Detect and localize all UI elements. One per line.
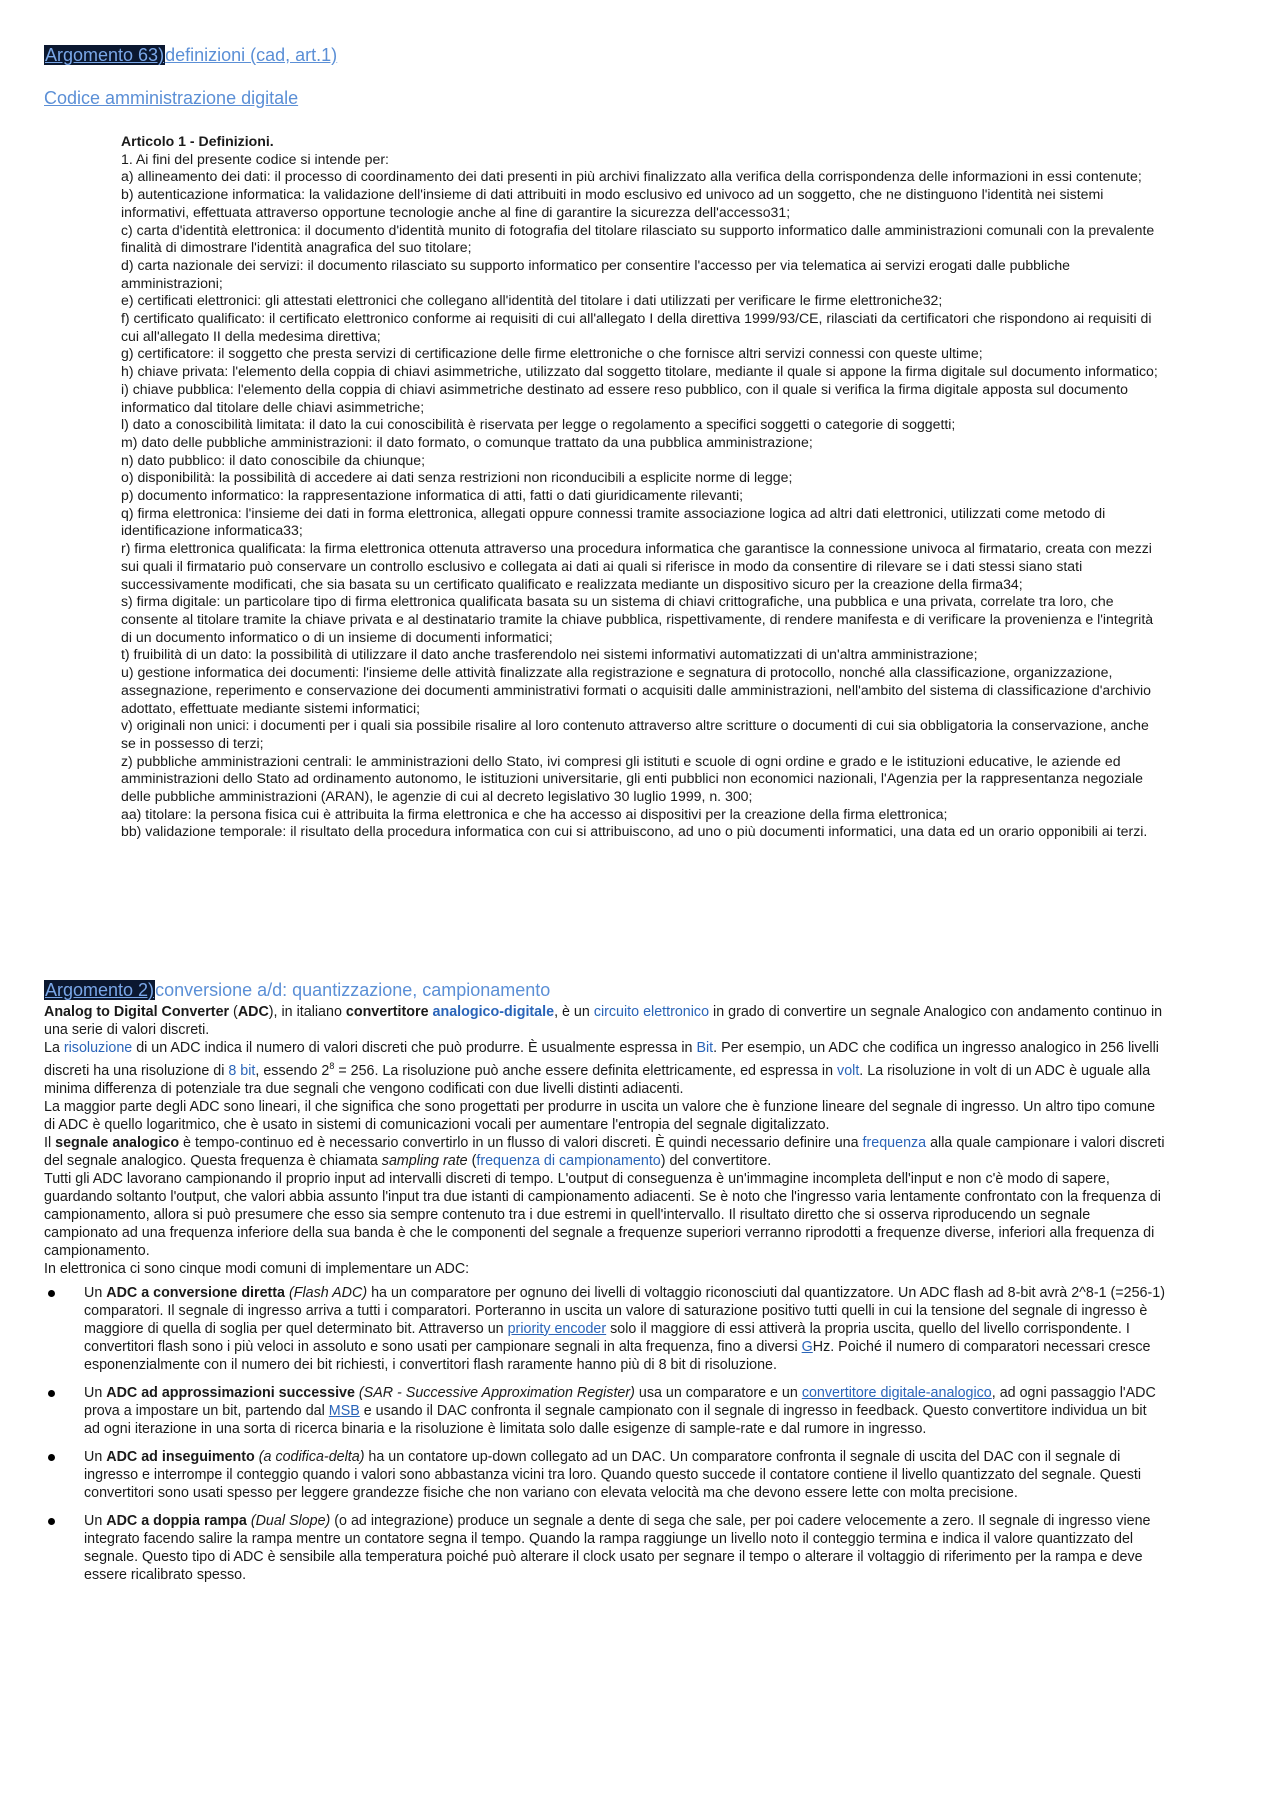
text: in grado di convertire un segnale Analogico con andamento continuo in una serie di valori discreti.: [44, 1004, 1163, 1038]
link-frequenza-campionamento[interactable]: frequenza di campionamento: [476, 1152, 661, 1169]
adc-paragraph-2: [44, 1039, 1166, 1098]
article-item: t) fruibilità di un dato: la possibilità di utilizzare il dato anche trasferendolo nei sistemi informativi automatizzati di un'altra amministrazione;: [121, 646, 978, 663]
text: Un: [84, 1284, 107, 1301]
article-item: m) dato delle pubbliche amministrazioni: il dato formato, o comunque trattato da una pubblica amministrazione;: [121, 433, 813, 450]
article-item: q) firma elettronica: l'insieme dei dati in forma elettronica, allegati oppure connessi tramite associazione logica ad altri dati elettronici, utilizzati come metodo di identificazione informatica33;: [121, 504, 1106, 539]
inline-link[interactable]: MSB: [328, 1402, 360, 1419]
text: , è un: [554, 1004, 594, 1020]
text: Un: [84, 1512, 107, 1529]
text: ha un comparatore per ognuno dei livelli di voltaggio riconosciuti dal quantizzatore. Un ADC flash ad 8-bit avrà 2^8-1 (=256-1) comparatori. Il segnale di ingresso arriva a tutti i comparatori. Porteranno in uscita un valore di saturazione positivo tutti quelli in cui la tensione del segnale di ingresso è maggiore di quella di soglia per quel determinato bit. Attraverso un: [84, 1284, 1165, 1337]
article-item: g) certificatore: il soggetto che presta servizi di certificazione delle firme elettroniche o che fornisce altri servizi connessi con queste ultime;: [121, 345, 983, 362]
adc-types-list: [44, 1284, 1166, 1584]
bullet-dot-icon: [48, 1454, 55, 1461]
article-item: i) chiave pubblica: l'elemento della coppia di chiavi asimmetriche destinato ad essere reso pubblico, con il quale si verifica la firma digitale apposta sul documento informatico dal titolare delle chiavi asimmetriche;: [121, 380, 1129, 415]
inline-link[interactable]: convertitore digitale-analogico: [801, 1384, 992, 1401]
link-frequenza[interactable]: frequenza: [862, 1134, 927, 1151]
article-item: u) gestione informatica dei documenti: l'insieme delle attività finalizzate alla registrazione e segnatura di protocollo, nonché alla classificazione, organizzazione, assegnazione, reperimento e conservazione dei documenti amministrativi formati o acquisiti dalle amministrazioni, nell'ambito del sistema di classificazione d'archivio adottato, effettuate mediante sistemi informatici;: [121, 664, 1151, 716]
article-item: d) carta nazionale dei servizi: il documento rilasciato su supporto informatico per consentire l'accesso per via telematica ai servizi erogati dalle pubbliche amministrazioni;: [121, 256, 1071, 291]
article-item: b) autenticazione informatica: la validazione dell'insieme di dati attribuiti in modo esclusivo ed univoco ad un soggetto, che ne distinguono l'identità nei sistemi informativi, effettuata attraverso opportune tecnologie anche al fine di garantire la sicurezza dell'accesso31;: [121, 186, 1104, 220]
article-item: l) dato a conoscibilità limitata: il dato la cui conoscibilità è riservata per legge o regolamento a specifici soggetti o categorie di soggetti;: [121, 416, 956, 433]
article-items: [121, 168, 1166, 841]
inline-link[interactable]: priority encoder: [507, 1320, 607, 1337]
text: , essendo 2: [255, 1062, 330, 1079]
text: = 256. La risoluzione può anche essere definita elettricamente, ed espressa in: [334, 1062, 838, 1079]
article-item: o) disponibilità: la possibilità di accedere ai dati senza restrizioni non riconducibili a esplicite norme di legge;: [121, 469, 793, 486]
term-italic: (SAR - Successive Approximation Register): [354, 1384, 635, 1401]
adc-paragraph-1: [44, 1003, 1166, 1039]
article-item: e) certificati elettronici: gli attestati elettronici che collegano all'identità del titolare i dati utilizzati per verificare le firme elettroniche32;: [121, 292, 943, 309]
adc-paragraph-5: Tutti gli ADC lavorano campionando il proprio input ad intervalli discreti di tempo. L'output di conseguenza è un'immagine incompleta dell'input e non c'è modo di sapere, guardando soltanto l'output, che valori abbia assunto l'input tra due istanti di campionamento adiacenti. Se è noto che l'ingresso varia lentamente confrontato con la frequenza di campionamento, allora si può presumere che esso sia sempre contenuto tra i due estremi in quell'intervallo. Il risultato diretto che si osserva riproducendo un segnale campionato ad una frequenza inferiore della sua banda è che le componenti del segnale a frequenze superiori verranno riprodotti a frequenze diverse, inferiori alla frequenza di campionamento.: [44, 1170, 1161, 1259]
section2-heading: [44, 979, 550, 1001]
article-1: [121, 133, 1166, 841]
text: . Per esempio, un ADC che codifica un ingresso analogico in 256 livelli discreti ha una risoluzione di: [44, 1040, 1159, 1079]
adc-dual-slope-item: [44, 1512, 1166, 1584]
section1-tag: Argomento 63): [45, 45, 165, 65]
adc-paragraph-6: In elettronica ci sono cinque modi comuni di implementare un ADC:: [44, 1260, 470, 1277]
article-item: f) certificato qualificato: il certificato elettronico conforme ai requisiti di cui all'allegato I della direttiva 1999/93/CE, rilasciati da certificatori che rispondono ai requisiti di cui all'allegato II della medesima direttiva;: [121, 310, 1152, 344]
bullet-dot-icon: [48, 1390, 55, 1397]
term: ADC a conversione diretta: [106, 1284, 286, 1301]
link-8-bit[interactable]: 8 bit: [228, 1062, 256, 1079]
adc-sar-item: [44, 1384, 1166, 1438]
term: ADC ad inseguimento: [106, 1448, 255, 1465]
link-volt[interactable]: volt: [837, 1062, 860, 1079]
text: . La risoluzione in volt di un ADC è uguale alla minima differenza di potenziale tra due segnali che vengono codificati con due livelli distinti adiacenti.: [44, 1062, 1151, 1097]
text: ha un contatore up-down collegato ad un DAC. Un comparatore confronta il segnale di uscita del DAC con il segnale di ingresso e interrompe il conteggio quando i valori sono abbastanza vicini tra loro. Quando questo succede il contatore contiene il livello quantizzato del segnale. Questi convertitori sono usati spesso per leggere grandezze fisiche che non variano con elevata velocità ma che devono essere lette con molta precisione.: [84, 1448, 1142, 1501]
link-risoluzione[interactable]: risoluzione: [63, 1040, 133, 1056]
article-intro: 1. Ai fini del presente codice si intende per:: [121, 150, 389, 167]
section2-title: conversione a/d: quantizzazione, campionamento: [155, 980, 551, 1000]
term-sampling-rate: sampling rate: [381, 1152, 468, 1169]
term: ADC ad approssimazioni successive: [106, 1384, 355, 1401]
text: alla quale campionare i valori discreti del segnale analogico. Questa frequenza è chiamata: [44, 1134, 1165, 1169]
article-item: z) pubbliche amministrazioni centrali: le amministrazioni dello Stato, ivi compresi gli istituti e scuole di ogni ordine e grado e le istituzioni educative, le aziende ed amministrazioni dello Stato ad ordinamento autonomo, le istituzioni universitarie, gli enti pubblici non economici nazionali, l'Agenzia per la rappresentanza negoziale delle pubbliche amministrazioni (ARAN), le agenzie di cui al decreto legislativo 30 luglio 1999, n. 300;: [121, 752, 1143, 805]
text: , ad ogni passaggio l'ADC prova a impostare un bit, partendo dal: [84, 1384, 1156, 1419]
text: solo il maggiore di essi attiverà la propria uscita, quello del livello corrispondente. I convertitori flash sono i più veloci in assoluto e sono usati per campionare segnali in alta frequenza, fino a diversi: [84, 1320, 1130, 1355]
term: ADC a doppia rampa: [106, 1512, 247, 1529]
text: ), in italiano: [268, 1004, 346, 1020]
text: Hz. Poiché il numero di comparatori necessari cresce esponenzialmente con il numero dei bit richiesti, i convertitori flash raramente hanno più di 8 bit di risoluzione.: [84, 1338, 1151, 1373]
text: Un: [84, 1448, 107, 1465]
superscript: 8: [329, 1061, 335, 1071]
text: e usando il DAC confronta il segnale campionato con il segnale di ingresso in feedback. Questo convertitore individua un bit ad ogni iterazione in una sorta di ricerca binaria e la risoluzione è limitata solo dalle esigenze di sample-rate e dal rumore in ingresso.: [84, 1402, 1147, 1437]
text: ) del convertitore.: [660, 1152, 772, 1169]
adc-flash-item: [44, 1284, 1166, 1374]
text: (: [467, 1152, 477, 1169]
text: (o ad integrazione) produce un segnale a dente di sega che sale, per poi cadere velocemente a zero. Il segnale di ingresso viene integrato facendo salire la rampa mentre un contatore segna il tempo. Quando la rampa raggiunge un livello noto il conteggio termina e indica il valore quantizzato del segnale. Questo tipo di ADC è sensibile alla temperatura poiché può alterare il clock usato per segnare il tempo o alterare il voltaggio di riferimento per la rampa e deve essere ricalibrato spesso.: [84, 1512, 1151, 1583]
article-title: Articolo 1 - Definizioni.: [121, 133, 274, 149]
adc-tracking-item: [44, 1448, 1166, 1502]
term-convertitore: convertitore: [345, 1004, 429, 1020]
codice-link[interactable]: Codice amministrazione digitale: [44, 88, 299, 108]
section2-tag: Argomento 2): [45, 980, 155, 1000]
section1-heading: [44, 44, 337, 66]
article-item: a) allineamento dei dati: il processo di coordinamento dei dati presenti in più archivi finalizzato alla verifica della corrispondenza delle informazioni in essi contenute;: [121, 168, 1142, 185]
article-item: r) firma elettronica qualificata: la firma elettronica ottenuta attraverso una procedura informatica che garantisce la connessione univoca al firmatario, creata con mezzi sui quali il firmatario può conservare un controllo esclusivo e collegata ai dati ai quali si riferisce in modo da consentire di rilevare se i dati stessi siano stati successivamente modificati, che sia basata su un certificato qualificato e realizzata mediante un dispositivo sicuro per la creazione della firma34;: [121, 540, 1152, 592]
article-item: h) chiave privata: l'elemento della coppia di chiavi asimmetriche, utilizzato dal soggetto titolare, mediante il quale si appone la firma digitale sul documento informatico;: [121, 363, 1158, 380]
text: Un: [84, 1384, 107, 1401]
adc-paragraph-3: La maggior parte degli ADC sono lineari, il che significa che sono progettati per produrre in uscita un valore che è funzione lineare del segnale di ingresso. Un altro tipo comune di ADC è quello logaritmico, che è usato in sistemi di comunicazioni vocali per aumentare l'entropia del segnale digitalizzato.: [44, 1098, 1156, 1133]
text: di un ADC indica il numero di valori discreti che può produrre. È usualmente espressa in: [132, 1040, 697, 1056]
article-item: p) documento informatico: la rappresentazione informatica di atti, fatti o dati giuridicamente rilevanti;: [121, 487, 744, 504]
link-analogico-digitale[interactable]: analogico-digitale: [432, 1004, 555, 1020]
bullet-dot-icon: [48, 1518, 55, 1525]
article-item: s) firma digitale: un particolare tipo di firma elettronica qualificata basata su un sistema di chiavi crittografiche, una pubblica e una privata, correlate tra loro, che consente al titolare tramite la chiave privata e al destinatario tramite la chiave pubblica, rispettivamente, di rendere manifesta e di verificare la provenienza e l'integrità di un documento informatico o di un insieme di documenti informatici;: [121, 593, 1154, 645]
link-bit[interactable]: Bit: [696, 1040, 714, 1056]
term-segnale-analogico: segnale analogico: [55, 1134, 180, 1151]
adc-section: [44, 1003, 1166, 1594]
section1-title-link[interactable]: definizioni (cad, art.1): [165, 45, 338, 65]
text: è tempo-continuo ed è necessario convertirlo in un flusso di valori discreti. È quindi necessario definire una: [179, 1134, 863, 1151]
adc-paragraph-4: [44, 1134, 1166, 1170]
term-italic: (a codifica-delta): [254, 1448, 365, 1465]
link-circuito-elettronico[interactable]: circuito elettronico: [593, 1004, 710, 1020]
text: usa un comparatore e un: [634, 1384, 802, 1401]
text: (: [229, 1004, 238, 1020]
inline-link[interactable]: G: [801, 1338, 813, 1355]
article-item: v) originali non unici: i documenti per i quali sia possibile risalire al loro contenuto attraverso altre scritture o documenti di cui sia obbligatoria la conservazione, anche se in possesso di terzi;: [121, 717, 1149, 751]
bullet-dot-icon: [48, 1290, 55, 1297]
term-adc: ADC: [237, 1004, 269, 1020]
term-italic: (Dual Slope): [246, 1512, 331, 1529]
text: La: [44, 1040, 64, 1056]
article-item: aa) titolare: la persona fisica cui è attribuita la firma elettronica e che ha accesso ai dispositivi per la creazione della firma elettronica;: [121, 805, 948, 822]
term-italic: (Flash ADC): [285, 1284, 368, 1301]
article-item: n) dato pubblico: il dato conoscibile da chiunque;: [121, 451, 426, 468]
article-item: c) carta d'identità elettronica: il documento d'identità munito di fotografia del titolare rilasciato su supporto informatico dalle amministrazioni comunali con la prevalente finalità di dimostrare l'identità anagrafica del suo titolare;: [121, 221, 1155, 256]
term-adc-en: Analog to Digital Converter: [44, 1004, 230, 1020]
text: Il: [44, 1134, 56, 1151]
article-item: bb) validazione temporale: il risultato della procedura informatica con cui si attribuiscono, ad uno o più documenti informatici, una data ed un orario opponibili ai terzi.: [121, 823, 1148, 840]
